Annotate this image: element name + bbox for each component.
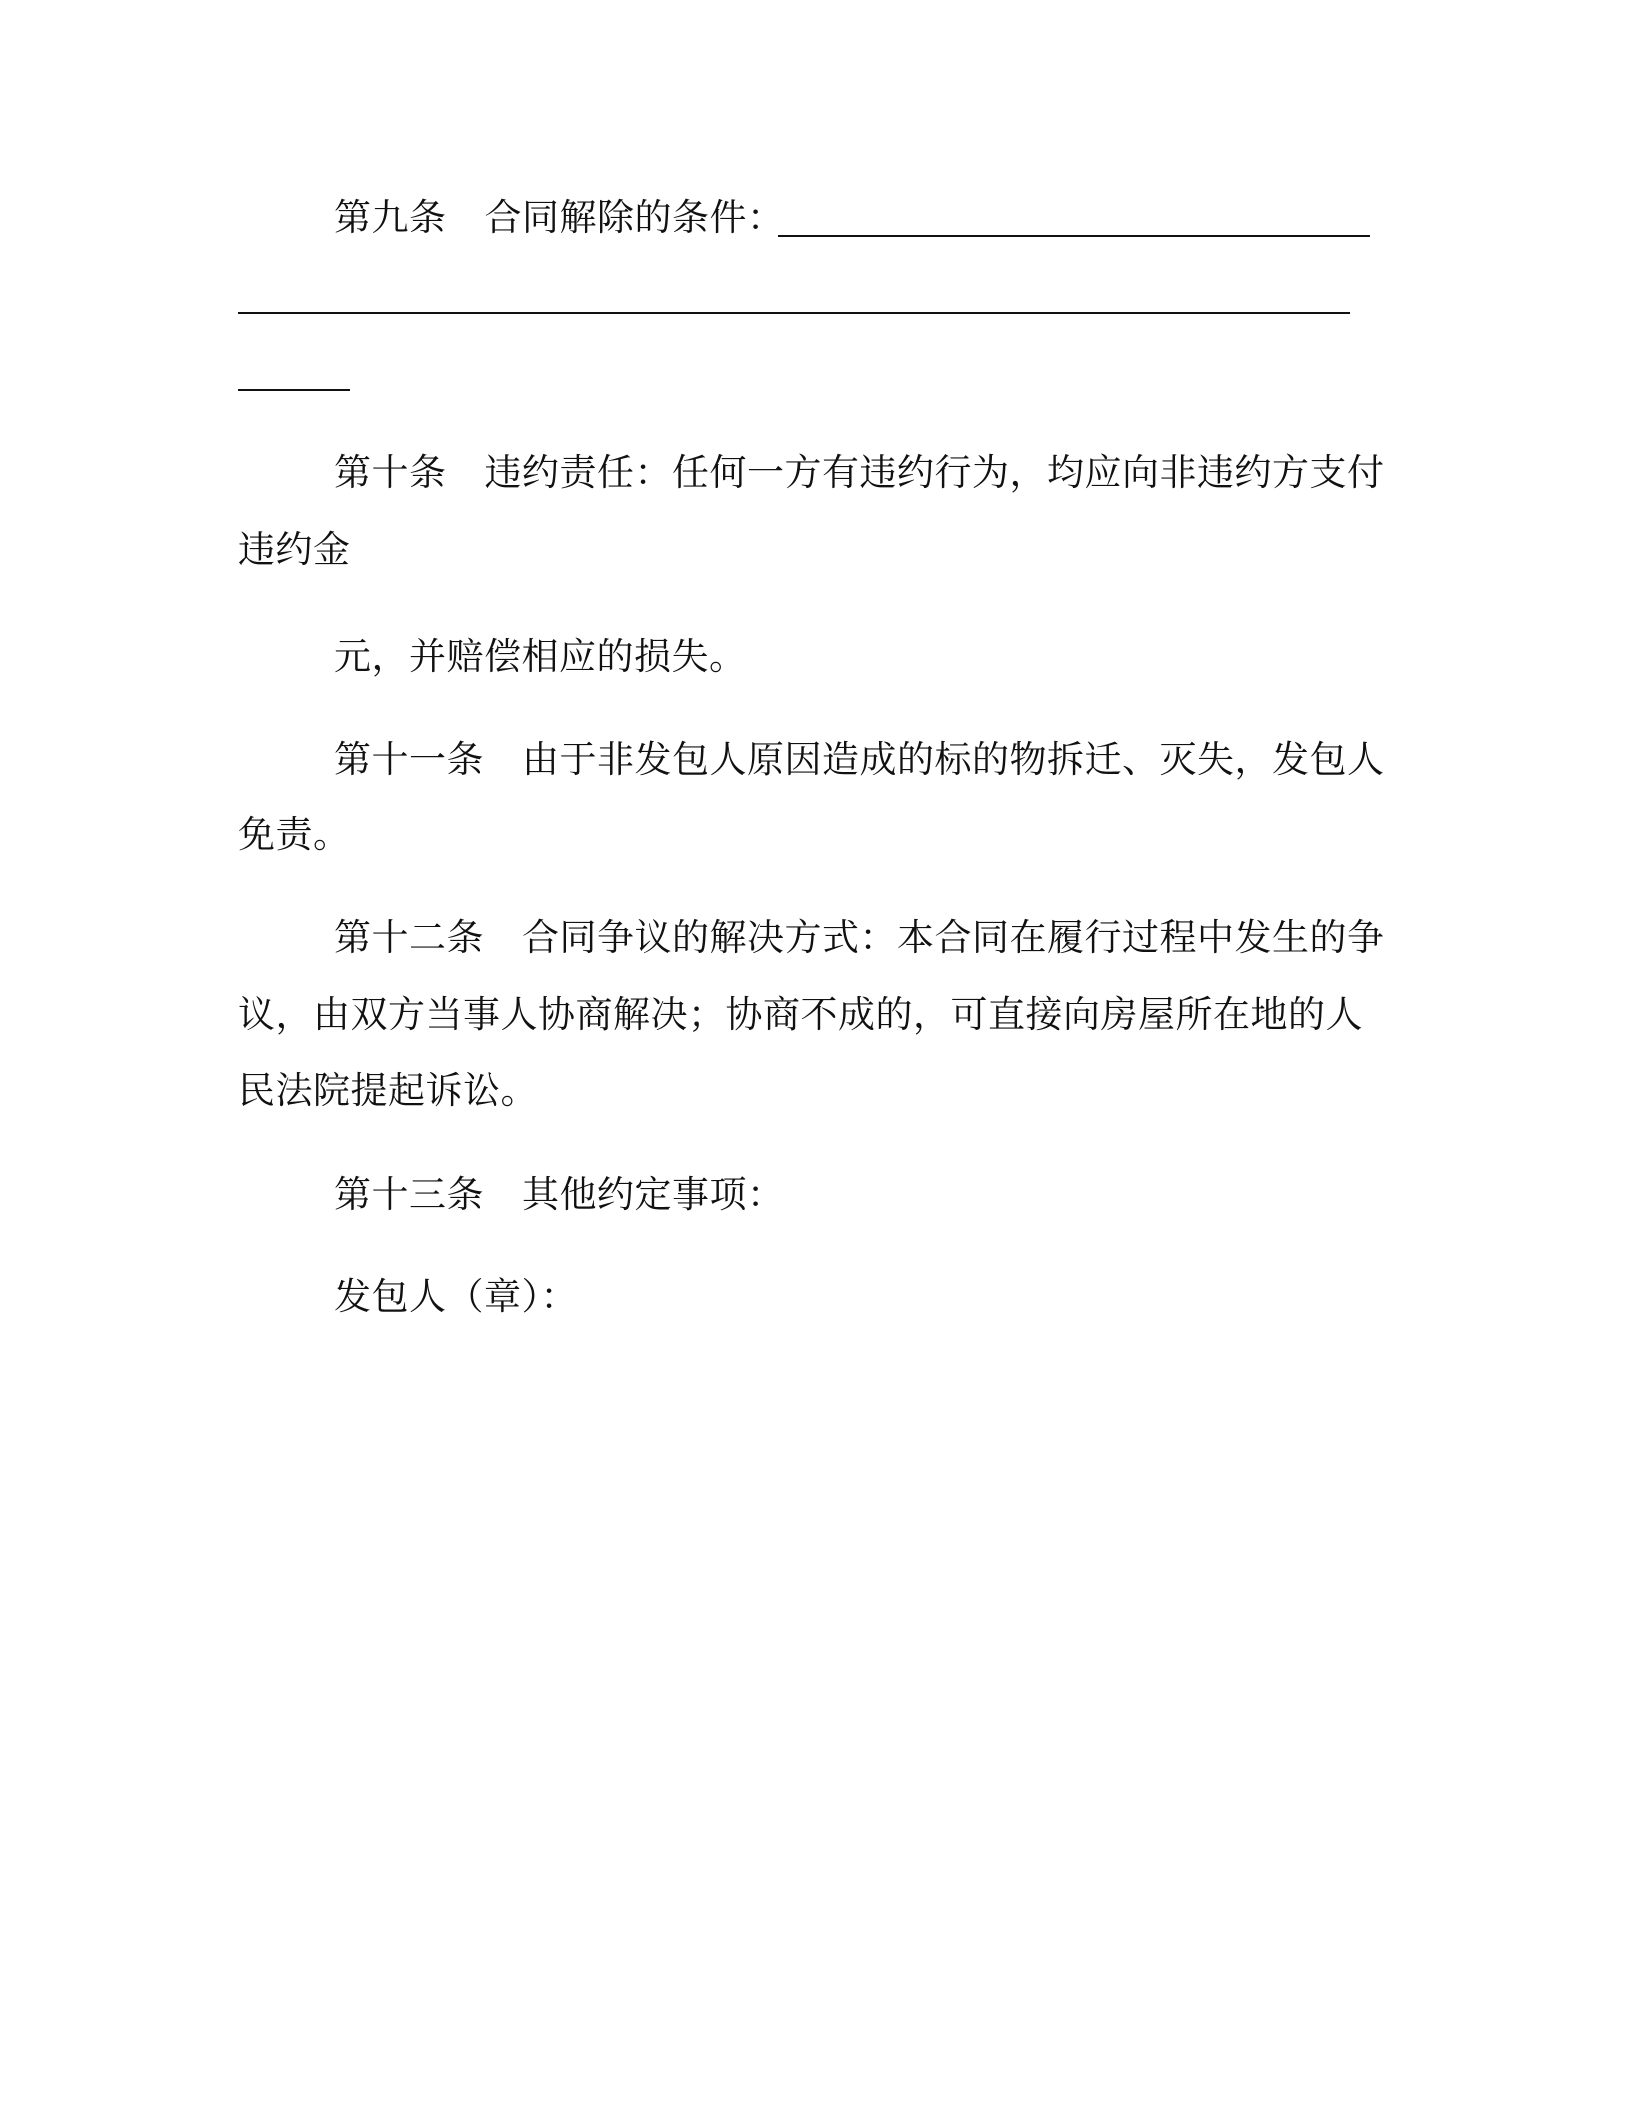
article-13-number: 第十三条	[334, 1173, 484, 1216]
article-12-line-1	[334, 913, 1385, 963]
article-9-blank-line-3	[238, 389, 350, 391]
article-11-line-2: 免责。	[238, 813, 351, 856]
article-10-line-2: 违约金	[238, 528, 351, 571]
article-9-blank-line-2	[238, 312, 1350, 314]
article-9-heading	[334, 193, 785, 243]
article-10-line-1	[334, 448, 1385, 498]
employer-seal-label: 发包人（章）：	[334, 1275, 578, 1318]
article-11-number: 第十一条	[334, 738, 484, 781]
article-12-line-3: 民法院提起诉讼。	[238, 1069, 538, 1112]
article-10-line-3: 元，并赔偿相应的损失。	[334, 635, 747, 678]
article-9-blank-line-1	[778, 235, 1370, 237]
article-9-number: 第九条	[334, 196, 447, 239]
article-13-title: 其他约定事项：	[522, 1173, 785, 1216]
article-11-line-1	[334, 735, 1385, 785]
article-9-title: 合同解除的条件：	[484, 196, 785, 239]
article-12-number: 第十二条	[334, 916, 484, 959]
article-10-number: 第十条	[334, 451, 447, 494]
article-12-line-2: 议，由双方当事人协商解决；协商不成的，可直接向房屋所在地的人	[238, 993, 1363, 1036]
article-10-text-1: 违约责任：任何一方有违约行为，均应向非违约方支付	[484, 451, 1385, 494]
article-11-text-1: 由于非发包人原因造成的标的物拆迁、灭失，发包人	[522, 738, 1385, 781]
article-13-heading	[334, 1170, 785, 1220]
article-12-text-1: 合同争议的解决方式：本合同在履行过程中发生的争	[522, 916, 1385, 959]
